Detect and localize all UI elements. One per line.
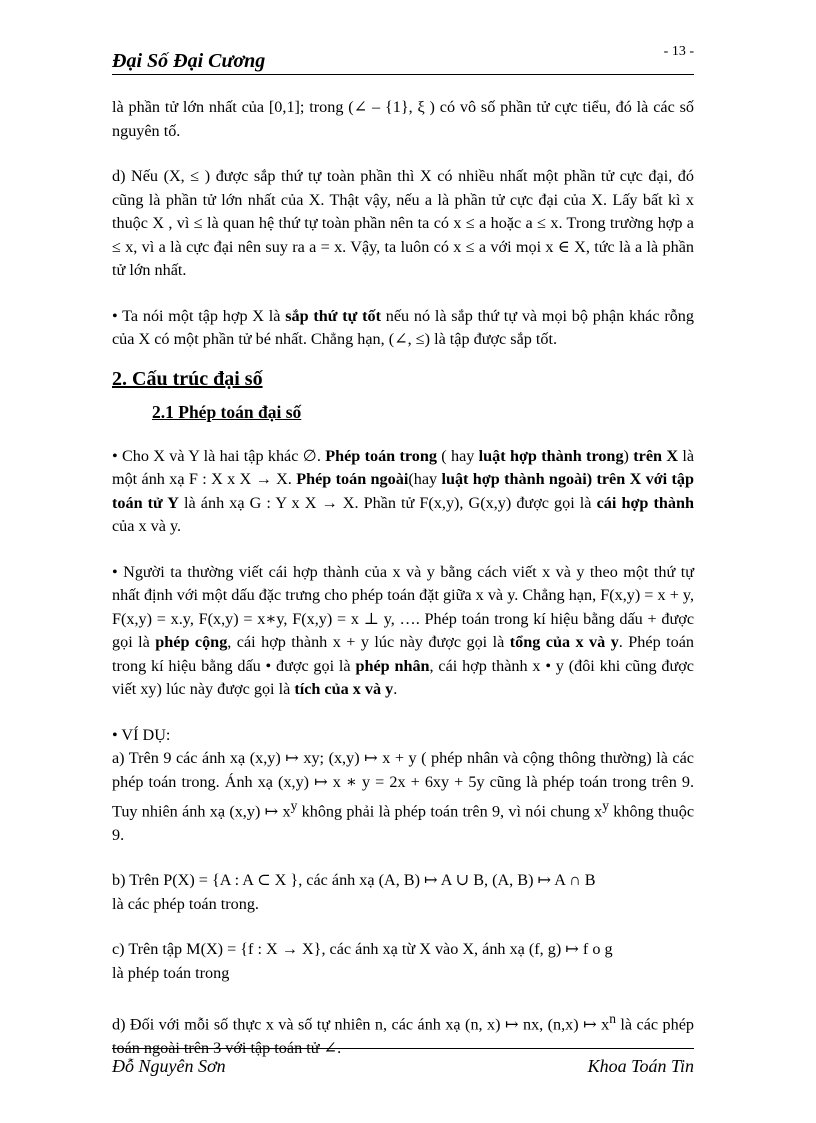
paragraph-3: • Ta nói một tập hợp X là sắp thứ tự tốt nếu nó là sắp thứ tự và mọi bộ phận khác rỗng của X có một phần tử bé nhất. Chẳng hạn, (∠, ≤) là tập được sắp tốt.	[112, 306, 694, 348]
page-body	[112, 96, 694, 1061]
example-a: a) Trên 9 các ánh xạ (x,y) ↦ xy; (x,y) ↦ x + y ( phép nhân và cộng thông thường) là các phép toán trong. Ánh xạ (x,y) ↦ x ∗ y = 2x + 6xy + 5y cũng là phép toán trong trên 9. Tuy nhiên ánh xạ (x,y) ↦ $x^y$ không phải là phép toán trên 9, vì nói chung $x^y$ không thuộc 9.	[112, 749, 695, 844]
page-number: - 13 -	[663, 44, 694, 59]
page-header	[112, 40, 694, 76]
paragraph-4: • Cho X và Y là hai tập khác ∅. Phép toán trong ( hay luật hợp thành trong) trên X là một ánh xạ F : X x X → X. Phép toán ngoài(hay luật hợp thành ngoài) trên X với tập toán tử Y là ánh xạ G : Y x X → X. Phần tử F(x,y), G(x,y) được gọi là cái hợp thành của x và y.	[112, 446, 695, 535]
example-c: c) Trên tập M(X) = {f : X → X}, các ánh xạ từ X vào X, ánh xạ (f, g) ↦ f o g là phép toán trong	[112, 940, 613, 982]
section-title: 2. Cấu trúc đại số	[112, 367, 263, 390]
subsection-title: 2.1 Phép toán đại số	[152, 402, 302, 422]
paragraph-2: d) Nếu (X, ≤ ) được sắp thứ tự toàn phần thì X có nhiều nhất một phần tử cực đại, đó cũng là phần tử lớn nhất của X. Thật vậy, nếu a là phần tử cực đại của X. Lấy bất kì x thuộc X , vì ≤ là quan hệ thứ tự toàn phần nên ta có x ≤ a hoặc a ≤ x. Trong trường hợp a ≤ x, vì a là cực đại nên suy ra a = x. Vậy, ta luôn có x ≤ a với mọi x ∈ X, tức là a là phần tử lớn nhất.	[112, 167, 694, 279]
example-d: d) Đối với mỗi số thực x và số tự nhiên n, các ánh xạ (n, x) ↦ nx, (n,x) ↦ $x^n$ là các phép toán ngoài trên 3 với tập toán tử ∠.	[112, 1011, 695, 1058]
header-title: Đại Số Đại Cương	[112, 50, 266, 72]
example-heading: • VÍ DỤ:	[112, 725, 171, 744]
example-b: b) Trên P(X) = {A : A ⊂ X }, các ánh xạ (A, B) ↦ A ∪ B, (A, B) ↦ A ∩ B là các phép toán trong.	[112, 871, 596, 913]
footer-divider	[112, 1048, 694, 1049]
footer-author: Đỗ Nguyên Sơn	[112, 1056, 226, 1076]
footer-department: Khoa Toán Tin	[587, 1056, 694, 1076]
paragraph-5: • Người ta thường viết cái hợp thành của x và y bằng cách viết x và y theo một thứ tự nhất định với một dấu đặc trưng cho phép toán đặt giữa x và y. Chẳng hạn, F(x,y) = x + y, F(x,y) = x.y, F(x,y) = x∗y, F(x,y) = x ⊥ y, …. Phép toán trong kí hiệu bằng dấu + được gọi là phép cộng, cái hợp thành x + y lúc này được gọi là tổng của x và y. Phép toán trong kí hiệu bằng dấu • được gọi là phép nhân, cái hợp thành x • y (đôi khi cũng được viết xy) lúc này được gọi là tích của x và y.	[112, 562, 694, 698]
header-divider	[112, 74, 694, 75]
page-footer	[112, 1048, 694, 1078]
paragraph-1: là phần tử lớn nhất của [0,1]; trong (∠ – {1}, ξ ) có vô số phần tử cực tiểu, đó là các số nguyên tố.	[112, 98, 694, 140]
